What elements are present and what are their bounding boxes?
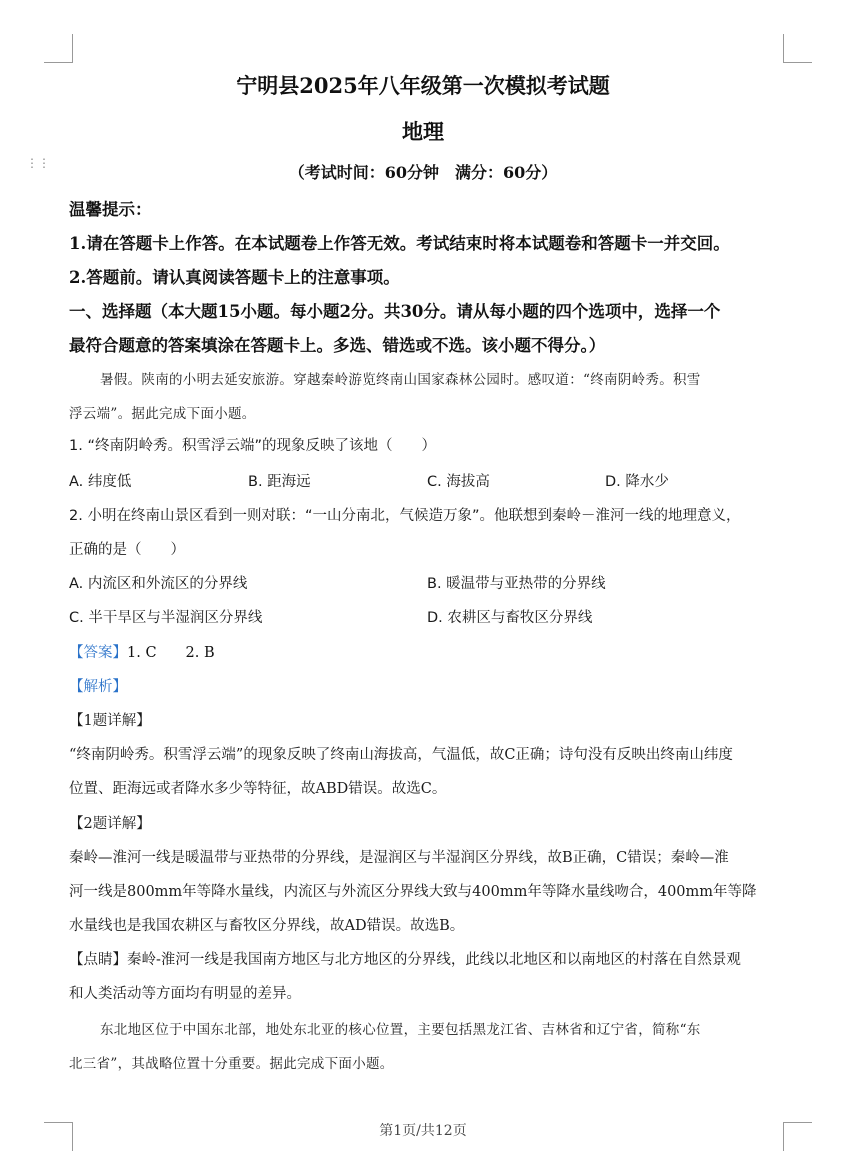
question-2-option-c: C. 半干旱区与半湿润区分界线 [69,610,263,626]
question-1-option-c: C. 海拔高 [427,474,490,490]
answer-text: 1. C 2. B [127,645,215,661]
question-2-stem-line-2: 正确的是（ ） [69,542,185,558]
question-1-option-a: A. 纬度低 [69,474,132,490]
question-2-option-b: B. 暖温带与亚热带的分界线 [427,576,606,592]
exam-info: （考试时间：60分钟 满分：60分） [288,163,558,182]
passage-2-line-1: 东北地区位于中国东北部，地处东北亚的核心位置，主要包括黑龙江省、吉林省和辽宁省，简称“东 [100,1022,701,1038]
tip-point-label: 【点睛】 [69,952,127,968]
page-title: 宁明县2025年八年级第一次模拟考试题 [236,73,610,98]
detail-2-label: 【2题详解】 [69,816,151,832]
detail-1-line-1: “终南阴岭秀。积雪浮云端”的现象反映了终南山海拔高，气温低，故C正确；诗句没有反映出终南山纬度 [69,747,733,763]
question-1-option-b: B. 距海远 [248,474,311,490]
tips-heading: 温馨提示： [69,200,152,219]
section-heading-line-2: 最符合题意的答案填涂在答题卡上。多选、错选或不选。该小题不得分。） [69,336,606,355]
tips-item-1: 1.请在答题卡上作答。在本试题卷上作答无效。考试结束时将本试题卷和答题卡一并交回。 [69,234,730,253]
question-1-stem: 1. “终南阴岭秀。积雪浮云端”的现象反映了该地（ ） [69,438,436,454]
question-2-option-d: D. 农耕区与畜牧区分界线 [427,610,593,626]
question-1-option-d: D. 降水少 [605,474,669,490]
drag-handle-icon[interactable]: ⋮⋮ [26,156,50,170]
passage-1-line-1: 暑假。陕南的小明去延安旅游。穿越秦岭游览终南山国家森林公园时。感叹道：“终南阴岭秀。积雪 [100,372,701,388]
detail-2-line-3: 水量线也是我国农耕区与畜牧区分界线，故AD错误。故选B。 [69,918,465,934]
passage-2-line-2: 北三省”，其战略位置十分重要。据此完成下面小题。 [69,1056,394,1072]
detail-2-line-2: 河一线是800mm年等降水量线，内流区与外流区分界线大致与400mm年等降水量线吻合，400mm年等降 [69,884,757,900]
subject-title: 地理 [402,119,444,144]
question-2-stem-line-1: 2. 小明在终南山景区看到一则对联：“一山分南北，气候造万象”。他联想到秦岭－淮河一线的地理意义， [69,508,741,524]
detail-1-label: 【1题详解】 [69,713,151,729]
tips-item-2: 2.答题前。请认真阅读答题卡上的注意事项。 [69,268,400,287]
crop-mark-top-left [44,34,73,63]
passage-1-line-2: 浮云端”。据此完成下面小题。 [69,406,256,422]
section-heading-line-1: 一、选择题（本大题15小题。每小题2分。共30分。请从每小题的四个选项中，选择一个 [69,302,721,321]
answer-label: 【答案】 [69,645,127,661]
analysis-label: 【解析】 [69,679,127,695]
tip-point-line-1 [69,948,741,969]
detail-2-line-1: 秦岭—淮河一线是暖温带与亚热带的分界线，是湿润区与半湿润区分界线，故B正确，C错误；秦岭—淮 [69,850,729,866]
detail-1-line-2: 位置、距海远或者降水多少等特征，故ABD错误。故选C。 [69,781,447,797]
question-2-option-a: A. 内流区和外流区的分界线 [69,576,248,592]
answer-line [69,641,215,662]
tip-point-text: 秦岭-淮河一线是我国南方地区与北方地区的分界线，此线以北地区和以南地区的村落在自然景观 [127,952,741,968]
crop-mark-top-right [783,34,812,63]
tip-point-line-2: 和人类活动等方面均有明显的差异。 [69,986,301,1002]
page-number: 第1页/共12页 [379,1123,467,1139]
